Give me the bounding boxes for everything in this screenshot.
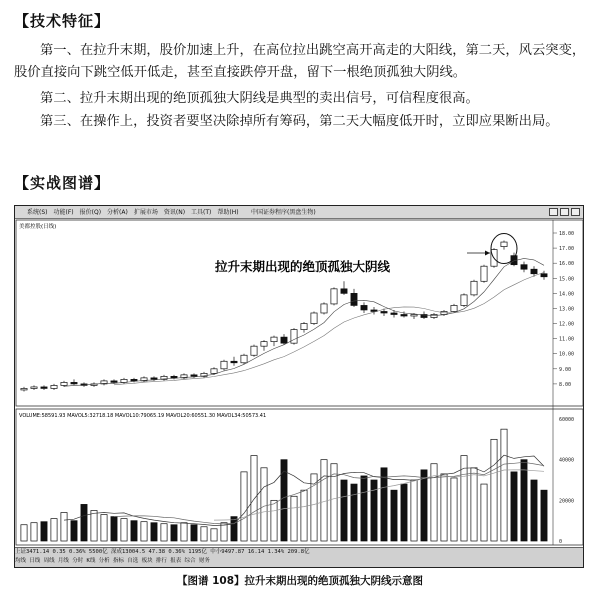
chart-header: 美都控股(日线) bbox=[19, 224, 57, 230]
candle-36 bbox=[381, 311, 387, 313]
volume-bar-34 bbox=[361, 476, 367, 541]
candle-34 bbox=[361, 305, 367, 310]
status-bar bbox=[15, 547, 583, 567]
candle-23 bbox=[251, 346, 257, 355]
software-screenshot bbox=[14, 205, 584, 568]
candle-15 bbox=[171, 376, 177, 378]
paragraph-2: 第二、拉升末期出现的绝顶孤独大阴线是典型的卖出信号，可信程度很高。 bbox=[40, 91, 479, 106]
volume-bar-16 bbox=[181, 523, 187, 541]
candle-2 bbox=[41, 387, 47, 389]
volume-bar-9 bbox=[111, 517, 117, 541]
tech-features-heading: 【技术特征】 bbox=[14, 12, 111, 30]
price-tick-label-8: 16.00 bbox=[559, 261, 575, 268]
menu-items bbox=[21, 209, 239, 216]
candle-21 bbox=[231, 361, 237, 363]
candle-39 bbox=[411, 314, 417, 316]
stock-chart bbox=[15, 219, 584, 549]
volume-bar-12 bbox=[141, 522, 147, 541]
annotation-arrow bbox=[485, 251, 490, 256]
candle-25 bbox=[271, 337, 277, 342]
stock-chart-area bbox=[15, 219, 584, 549]
candle-37 bbox=[391, 313, 397, 315]
volume-bar-33 bbox=[351, 484, 357, 541]
volume-bar-42 bbox=[441, 474, 447, 541]
volume-bar-6 bbox=[81, 504, 87, 541]
volume-bar-41 bbox=[431, 464, 437, 541]
volume-bar-23 bbox=[251, 456, 257, 541]
volume-bar-48 bbox=[501, 429, 507, 541]
volume-bar-50 bbox=[521, 460, 527, 541]
volume-ma10-line bbox=[114, 462, 544, 524]
candle-17 bbox=[191, 375, 197, 377]
volume-bar-22 bbox=[241, 472, 247, 541]
volume-bar-0 bbox=[21, 525, 27, 541]
volume-bar-1 bbox=[31, 523, 37, 541]
minimize-icon[interactable] bbox=[549, 208, 558, 216]
volume-bar-32 bbox=[341, 480, 347, 541]
volume-tick-label-1: 20000 bbox=[559, 498, 575, 505]
volume-bar-39 bbox=[411, 480, 417, 541]
volume-bar-17 bbox=[191, 525, 197, 541]
volume-bar-24 bbox=[261, 468, 267, 541]
candle-46 bbox=[481, 266, 487, 281]
volume-bar-30 bbox=[321, 460, 327, 541]
volume-tick-label-0: 0 bbox=[559, 539, 563, 545]
candle-50 bbox=[521, 265, 527, 270]
menu-item-1[interactable]: 功能(F) bbox=[53, 209, 74, 216]
candle-3 bbox=[51, 385, 57, 388]
candle-9 bbox=[111, 381, 117, 383]
volume-bar-38 bbox=[401, 484, 407, 541]
candle-44 bbox=[461, 295, 467, 306]
paragraph-1: 第一、在拉升末期，股价加速上升，在高位拉出跳空高开高走的大阳线，第二天，风云突变，股价直接向下跳空低开低走，甚至直接跌停开盘，留下一根绝顶孤独大阴线。 bbox=[14, 43, 586, 80]
candle-33 bbox=[351, 293, 357, 305]
candle-43 bbox=[451, 305, 457, 311]
volume-bar-27 bbox=[291, 496, 297, 541]
candle-19 bbox=[211, 369, 217, 374]
candle-11 bbox=[131, 379, 137, 381]
menu-item-0[interactable]: 系统(S) bbox=[27, 209, 48, 216]
candle-0 bbox=[21, 388, 27, 390]
candle-4 bbox=[61, 382, 67, 385]
volume-bar-51 bbox=[531, 480, 537, 541]
status-tabs: 均线 日线 周线 月线 分时 K线 分析 指标 自选 板块 排行 报表 综合 财务 bbox=[15, 558, 210, 564]
volume-bar-52 bbox=[541, 490, 547, 541]
menu-item-7[interactable]: 帮助(H) bbox=[217, 209, 239, 216]
volume-bar-47 bbox=[491, 439, 497, 541]
volume-bar-49 bbox=[511, 472, 517, 541]
volume-bar-25 bbox=[271, 500, 277, 541]
chart-annotation: 拉升末期出现的绝顶孤独大阴线 bbox=[215, 259, 391, 274]
candle-24 bbox=[261, 342, 267, 347]
volume-bar-2 bbox=[41, 522, 47, 541]
candle-20 bbox=[221, 361, 227, 369]
volume-bar-40 bbox=[421, 470, 427, 541]
volume-bar-3 bbox=[51, 519, 57, 541]
volume-bar-8 bbox=[101, 515, 107, 541]
candle-panel-frame bbox=[16, 220, 583, 406]
volume-bar-4 bbox=[61, 513, 67, 541]
price-tick-label-10: 18.00 bbox=[559, 231, 575, 237]
price-tick-label-7: 15.00 bbox=[559, 276, 575, 283]
candle-41 bbox=[431, 314, 437, 317]
price-tick-label-5: 13.00 bbox=[559, 306, 575, 313]
volume-bar-5 bbox=[71, 521, 77, 541]
window-controls bbox=[549, 208, 580, 216]
volume-bar-45 bbox=[471, 468, 477, 541]
window-title: 中国证券程序(黑盘生物) bbox=[251, 209, 316, 216]
close-icon[interactable] bbox=[571, 208, 580, 216]
paragraph-3: 第三、在操作上，投资者要坚决除掉所有筹码，第二天大幅度低开时，立即应果断出局。 bbox=[40, 114, 559, 129]
candle-31 bbox=[331, 289, 337, 304]
practice-chart-heading: 【实战图谱】 bbox=[14, 174, 111, 192]
price-tick-label-4: 12.00 bbox=[559, 321, 575, 328]
figure-caption: 【图谱 108】拉升末期出现的绝顶孤独大阴线示意图 bbox=[176, 575, 424, 587]
candle-22 bbox=[241, 355, 247, 363]
price-tick-label-1: 9.00 bbox=[559, 366, 572, 373]
price-tick-label-2: 10.00 bbox=[559, 351, 575, 358]
candle-51 bbox=[531, 269, 537, 274]
volume-bar-21 bbox=[231, 517, 237, 541]
candle-26 bbox=[281, 337, 287, 343]
candle-13 bbox=[151, 378, 157, 380]
menu-item-6[interactable]: 工具(T) bbox=[191, 209, 212, 216]
candle-48 bbox=[501, 242, 507, 247]
volume-bar-28 bbox=[301, 490, 307, 541]
volume-bar-37 bbox=[391, 490, 397, 541]
candle-1 bbox=[31, 387, 37, 389]
candle-45 bbox=[471, 281, 477, 295]
candle-38 bbox=[401, 314, 407, 316]
volume-bar-15 bbox=[171, 525, 177, 541]
volume-tick-label-2: 40000 bbox=[559, 457, 575, 464]
menu-bar bbox=[15, 206, 583, 219]
volume-bar-10 bbox=[121, 519, 127, 541]
volume-bar-36 bbox=[381, 468, 387, 541]
price-ma10-line bbox=[114, 272, 544, 384]
price-tick-label-6: 14.00 bbox=[559, 291, 575, 298]
status-indices: 上证3471.14 0.35 0.36% 5500亿 深成13004.5 47.38 0.36% 1195亿 中小9497.87 16.14 1.34% 209.8亿 bbox=[15, 549, 310, 555]
candle-5 bbox=[71, 382, 77, 384]
candle-27 bbox=[291, 330, 297, 344]
volume-bar-7 bbox=[91, 511, 97, 542]
volume-bar-13 bbox=[151, 523, 157, 541]
candle-30 bbox=[321, 304, 327, 313]
candle-32 bbox=[341, 289, 347, 294]
volume-bar-11 bbox=[131, 521, 137, 541]
maximize-icon[interactable] bbox=[560, 208, 569, 216]
candle-28 bbox=[301, 324, 307, 330]
menu-item-3[interactable]: 分析(A) bbox=[107, 209, 128, 216]
price-tick-label-0: 8.00 bbox=[559, 381, 572, 388]
candle-52 bbox=[541, 274, 547, 277]
volume-bar-46 bbox=[481, 484, 487, 541]
volume-bar-19 bbox=[211, 529, 217, 541]
volume-bar-18 bbox=[201, 527, 207, 541]
volume-bar-43 bbox=[451, 478, 457, 541]
candle-29 bbox=[311, 313, 317, 324]
volume-header: VOLUME:58591.93 MAVOL5:32718.18 MAVOL10:79065.19 MAVOL20:60551.30 MAVOL34:50573.41 bbox=[19, 413, 267, 419]
volume-tick-label-3: 60000 bbox=[559, 417, 575, 423]
menu-item-5[interactable]: 资讯(N) bbox=[163, 209, 186, 216]
price-tick-label-3: 11.00 bbox=[559, 336, 575, 343]
menu-item-4[interactable]: 扩展市场 bbox=[133, 209, 158, 216]
price-tick-label-9: 17.00 bbox=[559, 246, 575, 253]
volume-bar-14 bbox=[161, 524, 167, 541]
menu-item-2[interactable]: 报价(Q) bbox=[79, 209, 102, 216]
